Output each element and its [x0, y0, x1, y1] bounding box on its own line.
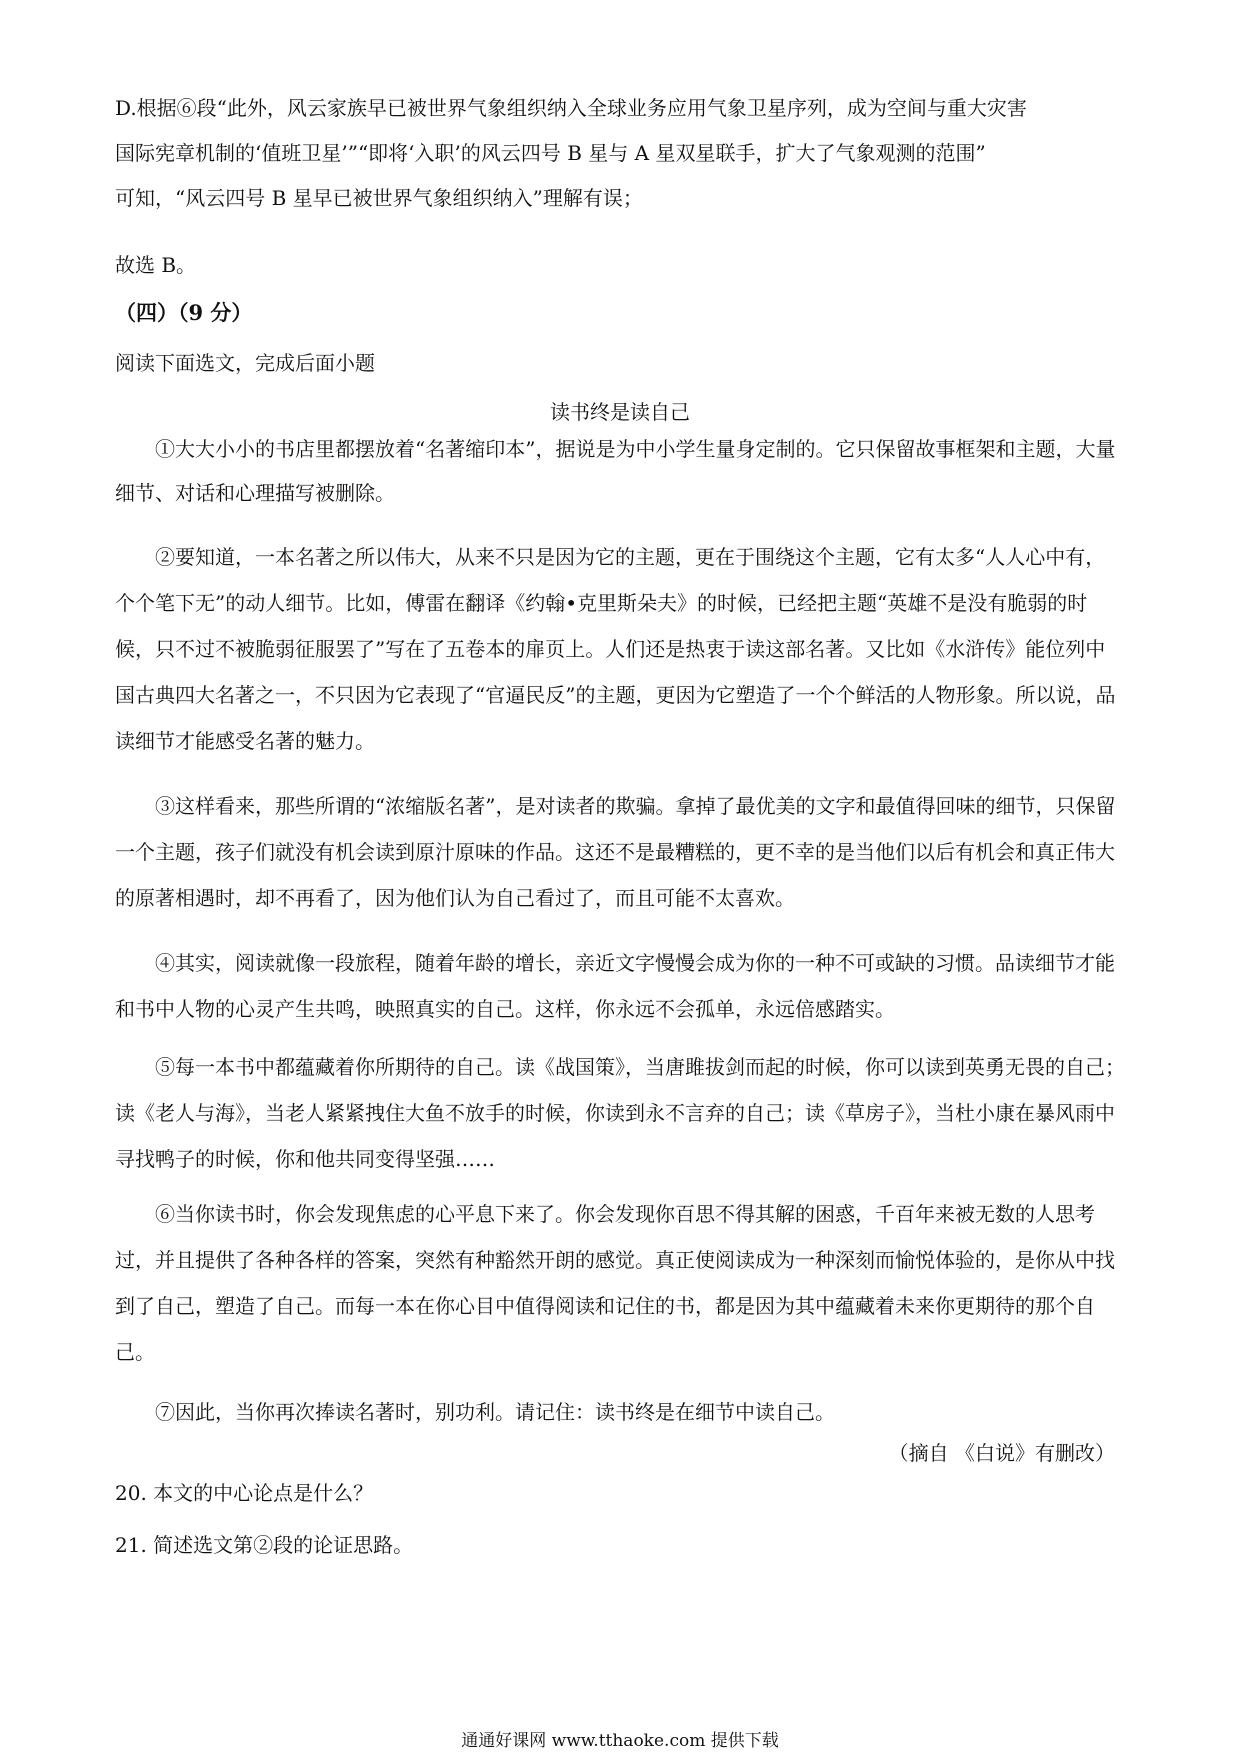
section-heading: （四）（9 分） — [115, 300, 253, 325]
article-paragraph-3: ③这样看来，那些所谓的“浓缩版名著”，是对读者的欺骗。拿掉了最优美的文字和最值得回味的细节，只保留一个主题，孩子们就没有机会读到原汁原味的作品。这还不是最糟糕的，更不幸的是当他们以后有机会和真正伟大的原著相遇时，却不再看了，因为他们认为自己看过了，而且可能不太喜欢。 — [115, 794, 1116, 910]
article-title: 读书终是读自己 — [550, 400, 690, 424]
page-footer: 通通好课网 www.tthaoke.com 提供下载 — [461, 1731, 779, 1751]
article-paragraph-4: ④其实，阅读就像一段旅程，随着年龄的增长，亲近文字慢慢会成为你的一种不可或缺的习惯。品读细节才能和书中人物的心灵产生共鸣，映照真实的自己。这样，你永远不会孤单，永远倍感踏实。 — [115, 951, 1115, 1021]
answer-conclusion: 故选 B。 — [115, 253, 197, 277]
answer-d-line-3: 可知，“风云四号 B 星早已被世界气象组织纳入”理解有误； — [115, 186, 643, 210]
question-20: 20. 本文的中心论点是什么？ — [115, 1481, 374, 1505]
answer-d-line-2: 国际宪章机制的‘值班卫星’”“即将‘入职’的风云四号 B 星与 A 星双星联手，扩大了气象观测的范围” — [115, 141, 986, 165]
article-paragraph-2: ②要知道，一本名著之所以伟大，从来不只是因为它的主题，更在于围绕这个主题，它有太多“人人心中有，个个笔下无”的动人细节。比如，傅雷在翻译《约翰•克里斯朵夫》的时候，已经把主题“英雄不是没有脆弱的时候，只不过不被脆弱征服罢了”写在了五卷本的扉页上。人们还是热衷于读这部名著。又比如《水浒传》能位列中国古典四大名著之一，不只因为它表现了“官逼民反”的主题，更因为它塑造了一个个鲜活的人物形象。所以说，品读细节才能感受名著的魅力。 — [115, 545, 1116, 753]
article-paragraph-1: ①大大小小的书店里都摆放着“名著缩印本”，据说是为中小学生量身定制的。它只保留故事框架和主题，大量细节、对话和心理描写被删除。 — [115, 437, 1116, 505]
article-paragraph-6: ⑥当你读书时，你会发现焦虑的心平息下来了。你会发现你百思不得其解的困惑，千百年来被无数的人思考过，并且提供了各种各样的答案，突然有种豁然开朗的感觉。真正使阅读成为一种深刻而愉悦体验的，是你从中找到了自己，塑造了自己。而每一本在你心目中值得阅读和记住的书，都是因为其中蕴藏着未来你更期待的那个自己。 — [115, 1202, 1115, 1364]
section-instruction: 阅读下面选文，完成后面小题 — [115, 351, 375, 375]
answer-d-line-1: D.根据⑥段“此外，风云家族早已被世界气象组织纳入全球业务应用气象卫星序列，成为空间与重大灾害 — [115, 96, 1027, 120]
article-source: （摘自 《白说》有删改） — [888, 1441, 1115, 1465]
article-paragraph-7: ⑦因此，当你再次捧读名著时，别功利。请记住：读书终是在细节中读自己。 — [155, 1400, 835, 1424]
question-21: 21. 简述选文第②段的论证思路。 — [115, 1533, 414, 1557]
article-paragraph-5: ⑤每一本书中都蕴藏着你所期待的自己。读《战国策》，当唐雎拔剑而起的时候，你可以读到英勇无畏的自己；读《老人与海》，当老人紧紧拽住大鱼不放手的时候，你读到永不言弃的自己；读《草房子》，当杜小康在暴风雨中寻找鸭子的时候，你和他共同变得坚强…… — [115, 1055, 1125, 1171]
